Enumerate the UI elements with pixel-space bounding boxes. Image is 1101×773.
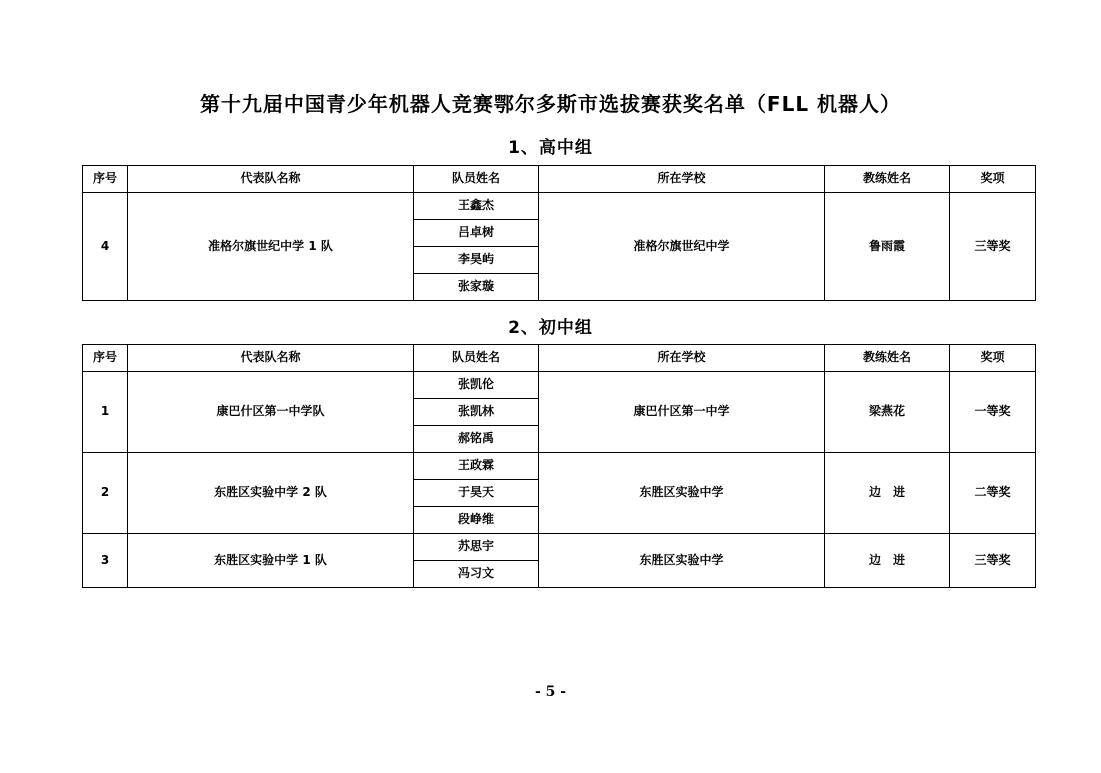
cell-award: 一等奖 [950, 372, 1036, 453]
header-award: 奖项 [950, 345, 1036, 372]
header-members: 队员姓名 [414, 345, 539, 372]
cell-team: 东胜区实验中学 2 队 [128, 453, 414, 534]
header-no: 序号 [83, 345, 128, 372]
header-coach: 教练姓名 [825, 166, 950, 193]
header-coach: 教练姓名 [825, 345, 950, 372]
cell-member: 张凯林 [414, 399, 539, 426]
cell-member: 张凯伦 [414, 372, 539, 399]
cell-no: 1 [83, 372, 128, 453]
award-table-middle-school [82, 344, 1036, 588]
cell-member: 王政霖 [414, 453, 539, 480]
header-team: 代表队名称 [128, 345, 414, 372]
header-award: 奖项 [950, 166, 1036, 193]
cell-member: 苏思宇 [414, 534, 539, 561]
award-table-high-school [82, 165, 1036, 301]
header-members: 队员姓名 [414, 166, 539, 193]
cell-award: 二等奖 [950, 453, 1036, 534]
cell-school: 准格尔旗世纪中学 [539, 193, 825, 301]
cell-member: 冯习文 [414, 561, 539, 588]
table-row [83, 453, 1036, 480]
header-no: 序号 [83, 166, 128, 193]
cell-coach: 梁燕花 [825, 372, 950, 453]
cell-no: 2 [83, 453, 128, 534]
table-row [83, 534, 1036, 561]
cell-award: 三等奖 [950, 193, 1036, 301]
cell-member: 于昊天 [414, 480, 539, 507]
cell-team: 准格尔旗世纪中学 1 队 [128, 193, 414, 301]
cell-member: 段峥维 [414, 507, 539, 534]
page-number: - 5 - [534, 684, 567, 700]
section-title-middle-school: 2、初中组 [508, 318, 593, 338]
cell-coach: 边 进 [825, 453, 950, 534]
cell-member: 张家璇 [414, 274, 539, 301]
table-header-row [83, 345, 1036, 372]
section-title-high-school: 1、高中组 [508, 138, 593, 158]
cell-school: 东胜区实验中学 [539, 534, 825, 588]
header-school: 所在学校 [539, 166, 825, 193]
cell-coach: 鲁雨霞 [825, 193, 950, 301]
header-school: 所在学校 [539, 345, 825, 372]
cell-team: 东胜区实验中学 1 队 [128, 534, 414, 588]
table-row [83, 372, 1036, 399]
cell-member: 李昊屿 [414, 247, 539, 274]
cell-member: 吕卓树 [414, 220, 539, 247]
cell-no: 4 [83, 193, 128, 301]
cell-member: 王鑫杰 [414, 193, 539, 220]
header-team: 代表队名称 [128, 166, 414, 193]
cell-school: 东胜区实验中学 [539, 453, 825, 534]
table-header-row [83, 166, 1036, 193]
document-title: 第十九届中国青少年机器人竞赛鄂尔多斯市选拔赛获奖名单（FLL 机器人） [199, 92, 902, 116]
cell-award: 三等奖 [950, 534, 1036, 588]
cell-no: 3 [83, 534, 128, 588]
cell-member: 郝铭禹 [414, 426, 539, 453]
cell-coach: 边 进 [825, 534, 950, 588]
cell-school: 康巴什区第一中学 [539, 372, 825, 453]
cell-team: 康巴什区第一中学队 [128, 372, 414, 453]
table-row [83, 193, 1036, 220]
